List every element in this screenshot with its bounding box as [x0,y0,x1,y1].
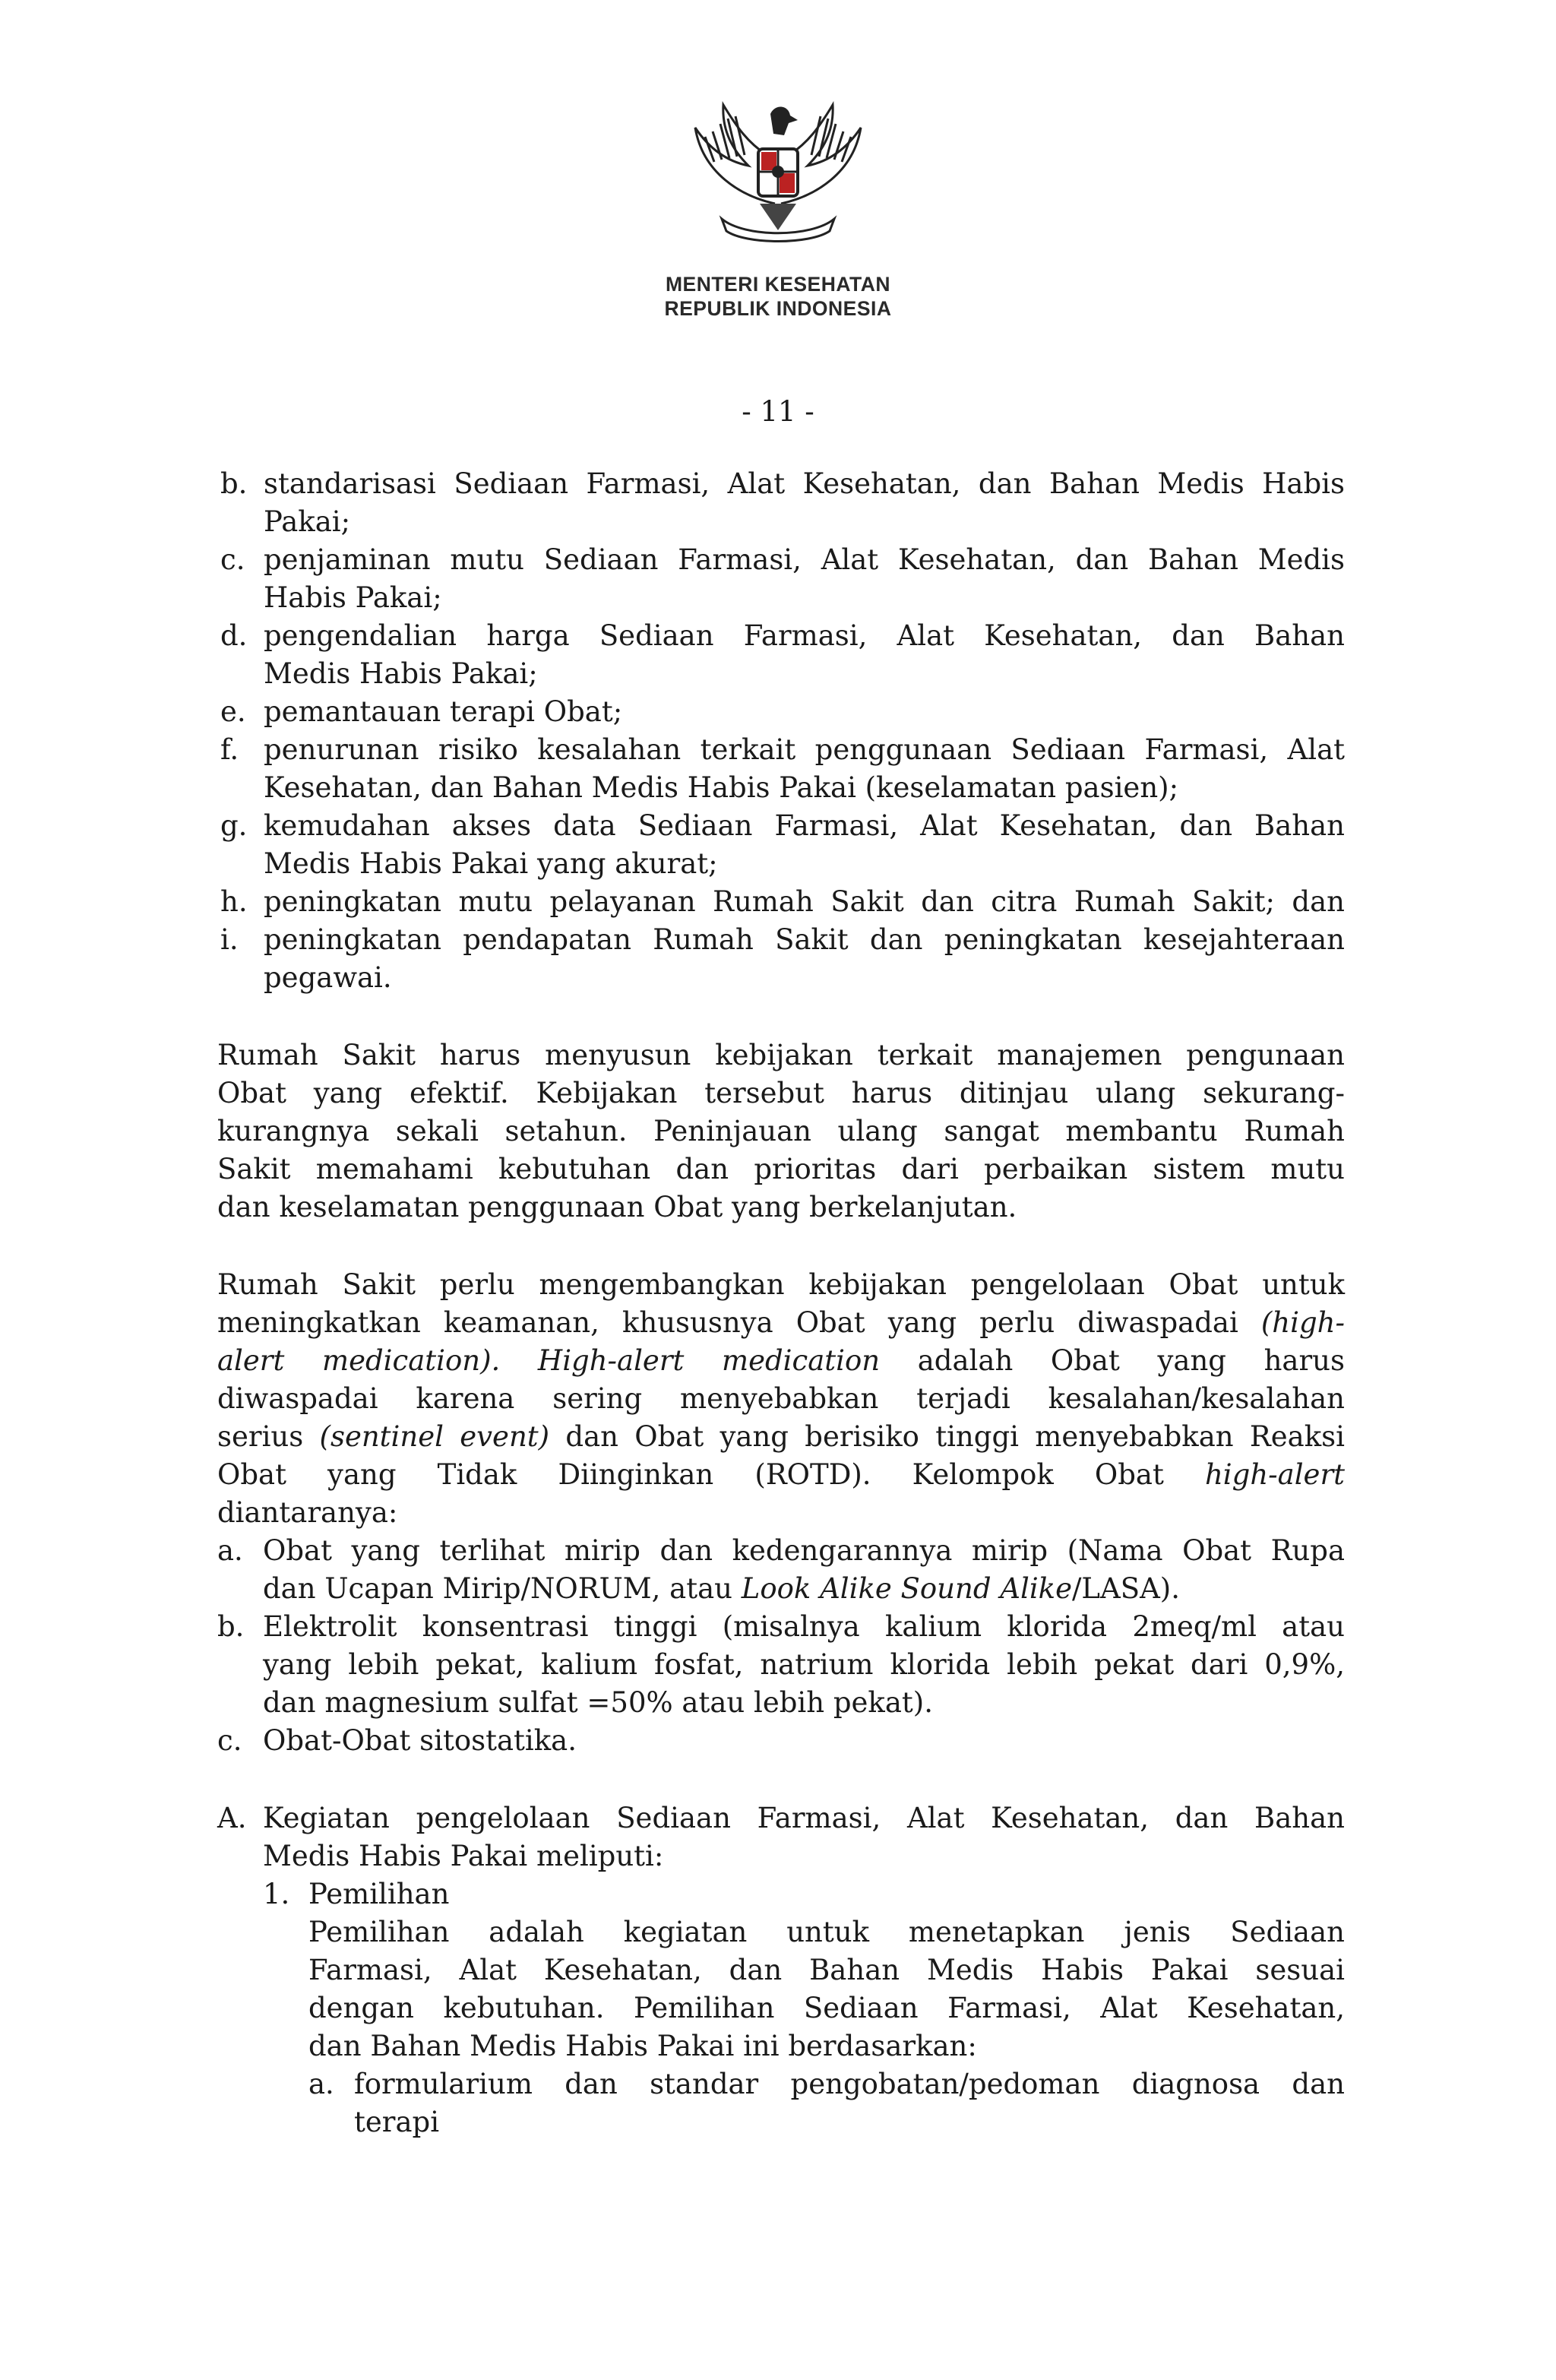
text-span: adalah Obat yang harus [880,1344,1345,1377]
section-a [217,1799,1345,2141]
list-marker: b. [217,1610,245,1643]
text-span: dan Obat yang berisiko tinggi menyebabkan Reaksi [549,1420,1345,1453]
list-item-line: terapi [354,2106,440,2138]
header-line-1: MENTERI KESEHATAN [665,273,891,296]
italic-text: Look Alike Sound Alike [741,1572,1072,1605]
list-marker: c. [217,1724,242,1757]
list-item [217,1532,1345,1608]
list-item-line: Obat-Obat sitostatika. [263,1724,577,1757]
list-item-line: pemantauan terapi Obat; [264,695,623,728]
section-line: Medis Habis Pakai meliputi: [263,1840,664,1872]
text-span: meningkatkan keamanan, khususnya Obat yang perlu diwaspadai [217,1306,1261,1339]
list-item [220,731,1345,807]
list-item [220,807,1345,883]
list-item-line: formularium dan standar pengobatan/pedoman diagnosa dan [354,2068,1345,2100]
page-number: - 11 - [742,395,814,428]
list-item [308,2065,1345,2141]
list-item-line: penjaminan mutu Sediaan Farmasi, Alat Kesehatan, dan Bahan Medis [264,543,1345,576]
paragraph-line [217,1304,1345,1342]
list-marker: e. [220,695,246,728]
list-marker: i. [220,923,239,956]
text-span [500,1344,538,1377]
italic-text: High-alert medication [537,1344,881,1377]
list-marker: h. [220,885,248,918]
paragraph-line: kurangnya sekali setahun. Peninjauan ulang sangat membantu Rumah [217,1115,1345,1147]
list-marker: b. [220,467,248,500]
list-marker: g. [220,809,248,842]
paragraph-line: Rumah Sakit harus menyusun kebijakan terkait manajemen pengunaan [217,1039,1345,1071]
subsection-marker: 1. [263,1878,290,1910]
italic-text: (sentinel event) [319,1420,550,1453]
paragraph-line [217,1418,1345,1456]
paragraph-line: diantaranya: [217,1496,398,1529]
high-alert-list [217,1532,1345,1760]
list-item [220,921,1345,997]
list-item-line: Obat yang terlihat mirip dan kedengarannya mirip (Nama Obat Rupa [263,1534,1345,1567]
paragraph-line [217,1456,1345,1494]
list-item [217,1608,1345,1722]
list-item-line: peningkatan mutu pelayanan Rumah Sakit dan citra Rumah Sakit; dan [264,885,1345,918]
list-marker: a. [308,2068,334,2100]
list-item-line: penurunan risiko kesalahan terkait penggunaan Sediaan Farmasi, Alat [264,733,1345,766]
list-item-line: Kesehatan, dan Bahan Medis Habis Pakai (keselamatan pasien); [264,771,1179,804]
list-item [217,1722,1345,1760]
list-item-line: pegawai. [264,961,392,994]
list-item-line: Elektrolit konsentrasi tinggi (misalnya kalium klorida 2meq/ml atau [263,1610,1345,1643]
list-item-line: peningkatan pendapatan Rumah Sakit dan peningkatan kesejahteraan [264,923,1345,956]
header-line-2: REPUBLIK INDONESIA [664,297,892,320]
list-item [220,883,1345,921]
list-item-line: yang lebih pekat, kalium fosfat, natrium klorida lebih pekat dari 0,9%, [263,1648,1345,1681]
list-item-line: pengendalian harga Sediaan Farmasi, Alat Kesehatan, dan Bahan [264,619,1345,652]
list-item [220,541,1345,617]
text-span: dan Ucapan Mirip/NORUM, atau [263,1572,742,1605]
list-marker: f. [220,733,239,766]
subsection-pemilihan [263,1875,1345,2141]
list-item-line: dan magnesium sulfat =50% atau lebih pekat). [263,1686,933,1719]
text-span: Obat yang Tidak Diinginkan (ROTD). Kelompok Obat [217,1458,1205,1491]
italic-text: high-alert [1204,1458,1345,1491]
section-marker: A. [217,1802,247,1834]
subsection-line: Farmasi, Alat Kesehatan, dan Bahan Medis Habis Pakai sesuai [308,1954,1345,1986]
text-span: serius [217,1420,320,1453]
list-marker: a. [217,1534,243,1567]
paragraph-line: Obat yang efektif. Kebijakan tersebut harus ditinjau ulang sekurang- [217,1077,1345,1109]
list-item-line: Medis Habis Pakai; [264,657,538,690]
list-item-line: Medis Habis Pakai yang akurat; [264,847,718,880]
list-item-line: standarisasi Sediaan Farmasi, Alat Kesehatan, dan Bahan Medis Habis [264,467,1345,500]
paragraph-line [217,1342,1345,1380]
paragraph-line: Rumah Sakit perlu mengembangkan kebijakan pengelolaan Obat untuk [217,1268,1345,1301]
ministry-header [577,272,979,321]
list-marker: d. [220,619,248,652]
text-span: /LASA). [1071,1572,1180,1605]
objectives-list [220,465,1345,997]
italic-text: alert medication). [217,1344,501,1377]
paragraph-line: diwaspadai karena sering menyebabkan terjadi kesalahan/kesalahan [217,1382,1345,1415]
paragraph-policy [217,1037,1345,1226]
subsection-line: dengan kebutuhan. Pemilihan Sediaan Farmasi, Alat Kesehatan, [308,1992,1345,2024]
list-item [220,617,1345,693]
list-item-line [263,1570,1345,1608]
list-item-line: kemudahan akses data Sediaan Farmasi, Alat Kesehatan, dan Bahan [264,809,1345,842]
paragraph-line: dan keselamatan penggunaan Obat yang berkelanjutan. [217,1191,1017,1223]
subsection-title: Pemilihan [308,1878,450,1910]
paragraph-line: Sakit memahami kebutuhan dan prioritas dari perbaikan sistem mutu [217,1153,1345,1185]
section-line: Kegiatan pengelolaan Sediaan Farmasi, Alat Kesehatan, dan Bahan [263,1802,1345,1834]
list-item-line: Habis Pakai; [264,581,442,614]
subsection-line: dan Bahan Medis Habis Pakai ini berdasarkan: [308,2030,977,2062]
list-marker: c. [220,543,245,576]
paragraph-high-alert [217,1266,1345,1532]
list-item-line: Pakai; [264,505,351,538]
subsection-line: Pemilihan adalah kegiatan untuk menetapkan jenis Sediaan [308,1916,1345,1948]
list-item [220,465,1345,541]
list-item [220,693,1345,731]
garuda-emblem-icon [669,90,887,251]
italic-text: (high- [1260,1306,1345,1339]
